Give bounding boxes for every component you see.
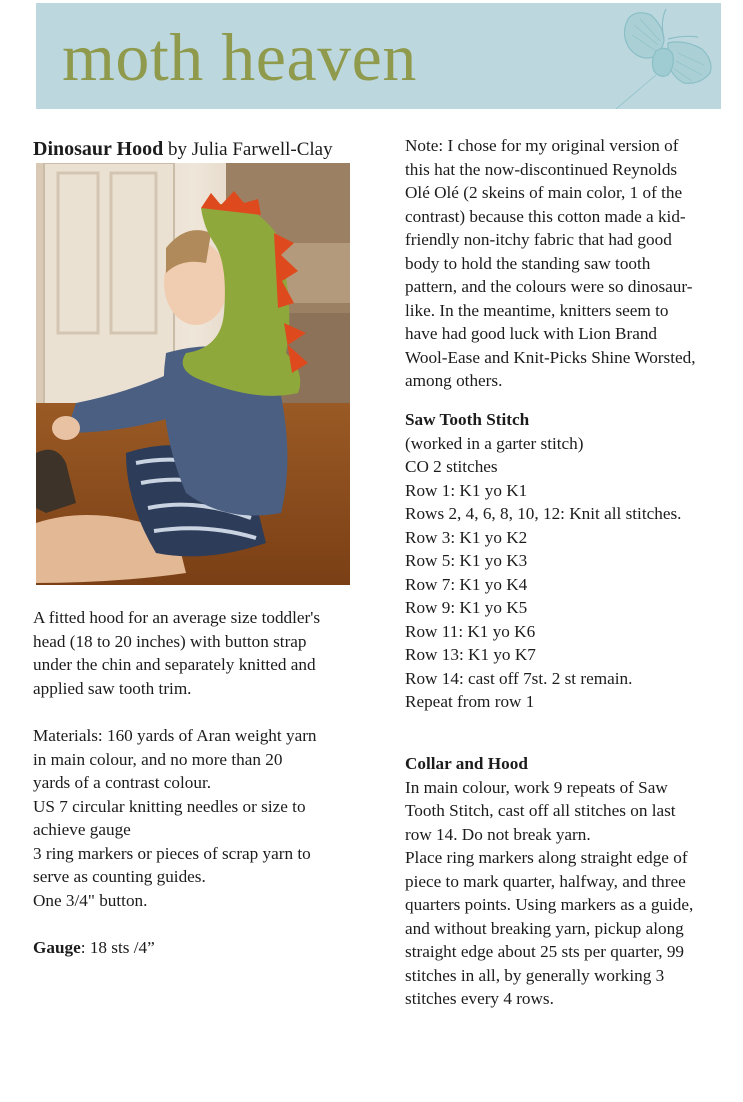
instruction-line: Row 5: K1 yo K3: [405, 551, 528, 570]
instruction-line: Repeat from row 1: [405, 692, 535, 711]
pattern-name: Dinosaur Hood: [33, 138, 164, 160]
site-title: moth heaven: [62, 19, 417, 95]
instruction-line: stitches in all, by generally working 3: [405, 965, 665, 985]
header-banner: [36, 3, 721, 109]
note-line: like. In the meantime, knitters seem to: [405, 300, 669, 320]
instruction-line: Row 11: K1 yo K6: [405, 621, 536, 641]
note-line: have had good luck with Lion Brand: [405, 324, 658, 343]
instruction-line: In main colour, work 9 repeats of Saw: [405, 777, 668, 797]
note-line: Olé Olé (2 skeins of main color, 1 of the: [405, 183, 683, 202]
instruction-line: straight edge about 25 sts per quarter, 99: [405, 942, 685, 961]
note-line: body to hold the standing saw tooth: [405, 253, 651, 273]
instruction-line: row 14. Do not break yarn.: [405, 824, 591, 844]
materials-line: achieve gauge: [33, 820, 131, 839]
toddler-photo-illustration: [36, 163, 350, 585]
intro-line: A fitted hood for an average size toddler's: [33, 608, 321, 627]
collar-hood-section: [405, 752, 740, 1011]
instruction-line: quarters points. Using markers as a guide,: [405, 895, 694, 914]
instruction-line: piece to mark quarter, halfway, and three: [405, 871, 686, 891]
instruction-line: Row 7: K1 yo K4: [405, 574, 528, 594]
pattern-intro: [33, 606, 363, 700]
instruction-line: stitches every 4 rows.: [405, 989, 554, 1008]
pattern-photo: [36, 163, 350, 585]
materials-line: serve as counting guides.: [33, 867, 206, 886]
gauge-line: [33, 936, 363, 960]
instruction-line: Row 9: K1 yo K5: [405, 598, 528, 617]
note-section: [405, 134, 740, 393]
note-line: friendly non-itchy fabric that had good: [405, 230, 672, 249]
materials-section: [33, 724, 363, 959]
pattern-title: [33, 138, 333, 161]
materials-line: in main colour, and no more than 20: [33, 749, 283, 769]
instruction-line: Place ring markers along straight edge of: [405, 848, 688, 867]
materials-line: US 7 circular knitting needles or size to: [33, 796, 306, 816]
saw-tooth-heading: Saw Tooth Stitch: [405, 410, 530, 429]
note-line: pattern, and the colours were so dinosaur-: [405, 277, 693, 296]
gauge-value: : 18 sts /4”: [80, 937, 155, 957]
instruction-line: Rows 2, 4, 6, 8, 10, 12: Knit all stitches.: [405, 504, 682, 523]
moth-icon: [606, 5, 721, 109]
intro-line: applied saw tooth trim.: [33, 678, 192, 698]
intro-line: under the chin and separately knitted and: [33, 655, 316, 674]
materials-line: Materials: 160 yards of Aran weight yarn: [33, 726, 317, 745]
note-line: Note: I chose for my original version of: [405, 136, 679, 155]
instruction-line: Row 3: K1 yo K2: [405, 527, 528, 547]
saw-tooth-section: [405, 408, 740, 714]
note-line: this hat the now-discontinued Reynolds: [405, 159, 678, 179]
section-heading: [405, 408, 740, 432]
instruction-line: Tooth Stitch, cast off all stitches on last: [405, 801, 676, 820]
collar-heading: Collar and Hood: [405, 754, 528, 773]
instruction-line: CO 2 stitches: [405, 457, 498, 476]
materials-line: One 3/4" button.: [33, 890, 148, 910]
instruction-line: Row 14: cast off 7st. 2 st remain.: [405, 668, 633, 688]
note-line: Wool-Ease and Knit-Picks Shine Worsted,: [405, 347, 696, 367]
section-heading: [405, 752, 740, 776]
materials-line: yards of a contrast colour.: [33, 773, 212, 792]
instruction-line: Row 13: K1 yo K7: [405, 645, 536, 664]
gauge-label: Gauge: [33, 937, 81, 957]
intro-line: head (18 to 20 inches) with button strap: [33, 631, 307, 651]
note-line: among others.: [405, 371, 503, 390]
note-line: contrast) because this cotton made a kid-: [405, 206, 686, 226]
instruction-line: Row 1: K1 yo K1: [405, 480, 528, 500]
instruction-line: (worked in a garter stitch): [405, 433, 584, 453]
instruction-line: and without breaking yarn, pickup along: [405, 918, 684, 938]
pattern-author: by Julia Farwell-Clay: [163, 139, 333, 160]
materials-line: 3 ring markers or pieces of scrap yarn to: [33, 843, 311, 863]
